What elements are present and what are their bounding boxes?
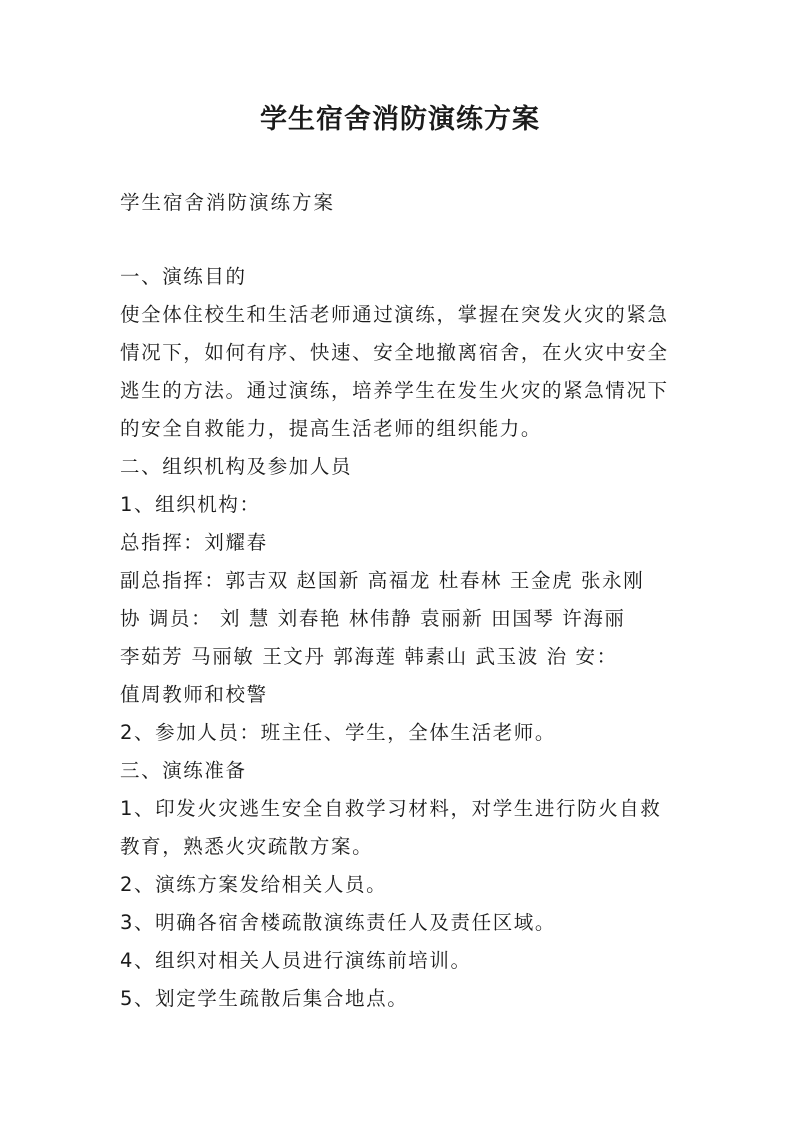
paragraph-line: 情况下，如何有序、快速、安全地撤离宿舍，在火灾中安全	[120, 341, 669, 364]
section-heading-organization: 二、组织机构及参加人员	[120, 455, 353, 478]
coordinator-line: 协 调员： 刘 慧 刘春艳 林伟静 袁丽新 田国琴 许海丽	[120, 607, 626, 630]
paragraph-line: 使全体住校生和生活老师通过演练，掌握在突发火灾的紧急	[120, 303, 669, 326]
list-item-continued: 教育，熟悉火灾疏散方案。	[120, 835, 374, 858]
deputy-commander-line: 副总指挥：郭吉双 赵国新 高福龙 杜春林 王金虎 张永刚	[120, 569, 645, 592]
participants-line: 2、参加人员：班主任、学生，全体生活老师。	[120, 721, 557, 744]
list-item: 5、划定学生疏散后集合地点。	[120, 987, 409, 1010]
list-item: 3、明确各宿舍楼疏散演练责任人及责任区域。	[120, 911, 557, 934]
security-line: 值周教师和校警	[120, 683, 268, 706]
section-heading-purpose: 一、演练目的	[120, 265, 247, 288]
document-title: 学生宿舍消防演练方案	[260, 104, 540, 135]
list-item: 2、演练方案发给相关人员。	[120, 873, 388, 896]
list-item: 4、组织对相关人员进行演练前培训。	[120, 949, 472, 972]
section-heading-preparation: 三、演练准备	[120, 759, 247, 782]
commander-line: 总指挥：刘耀春	[120, 531, 268, 554]
paragraph-line: 的安全自救能力，提高生活老师的组织能力。	[120, 417, 543, 440]
list-item: 1、印发火灾逃生安全自救学习材料，对学生进行防火自救	[120, 797, 662, 820]
paragraph-line: 逃生的方法。通过演练，培养学生在发生火灾的紧急情况下	[120, 379, 669, 402]
document-subtitle: 学生宿舍消防演练方案	[120, 191, 336, 214]
subheading-org-structure: 1、组织机构：	[120, 493, 261, 516]
coordinator-line-continued: 李茹芳 马丽敏 王文丹 郭海莲 韩素山 武玉波 治 安：	[120, 645, 618, 668]
